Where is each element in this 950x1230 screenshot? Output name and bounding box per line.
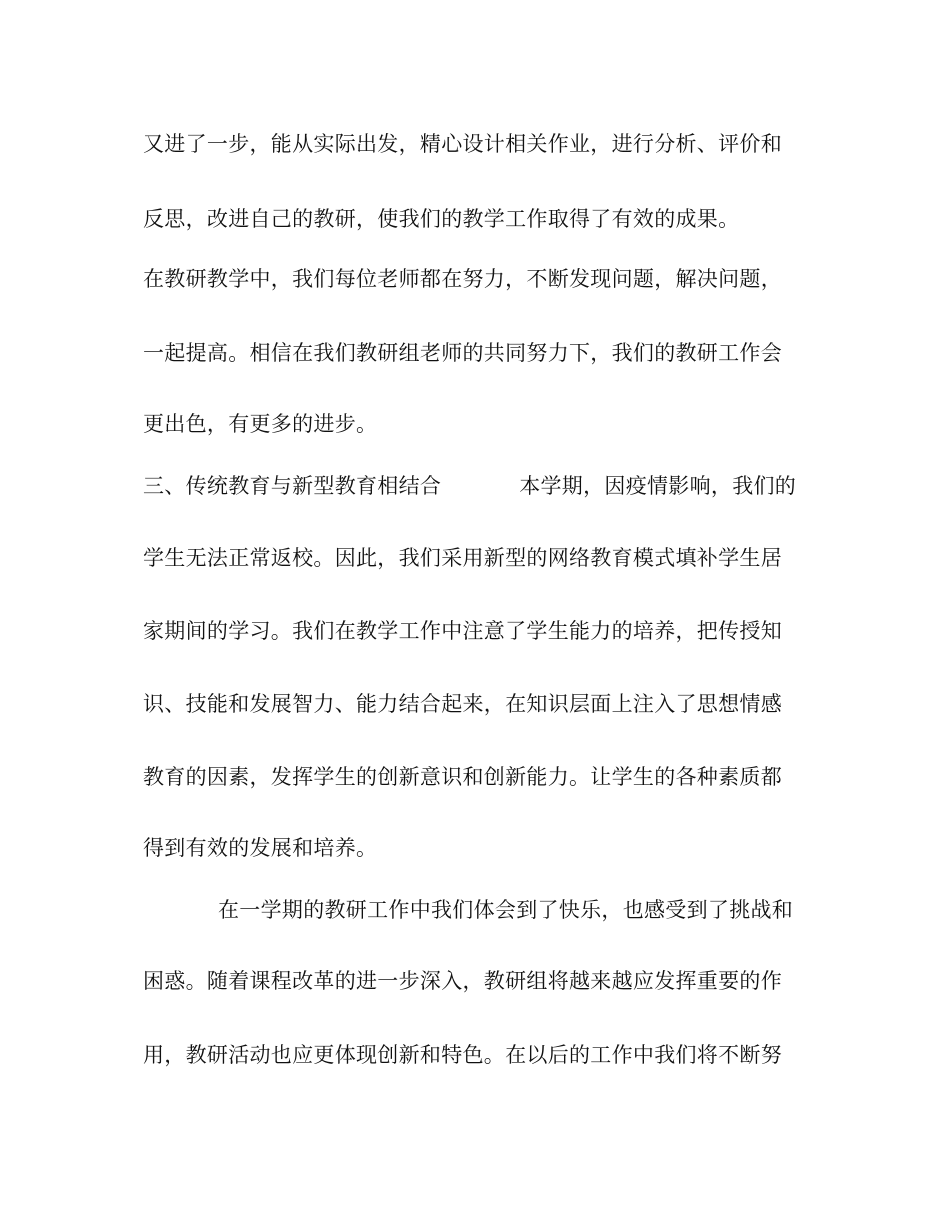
text-line: 用，教研活动也应更体现创新和特色。在以后的工作中我们将不断努 (143, 1043, 782, 1067)
text-line: 困惑。随着课程改革的进一步深入，教研组将越来越应发挥重要的作 (143, 969, 782, 993)
text-line: 学生无法正常返校。因此，我们采用新型的网络教育模式填补学生居 (143, 546, 782, 570)
text-line: 一起提高。相信在我们教研组老师的共同努力下，我们的教研工作会 (143, 341, 782, 365)
text-line: 教育的因素，发挥学生的创新意识和创新能力。让学生的各种素质都 (143, 765, 782, 789)
section-heading: 三、传统教育与新型教育相结合 (143, 474, 442, 498)
paragraph-first-line: 在一学期的教研工作中我们体会到了快乐，也感受到了挑战和 (218, 898, 794, 922)
section-body-start: 本学期，因疫情影响，我们的 (519, 474, 797, 498)
text-line: 又进了一步，能从实际出发，精心设计相关作业，进行分析、评价和 (143, 132, 782, 156)
section-heading-line (143, 472, 796, 500)
text-line: 反思，改进自己的教研，使我们的教学工作取得了有效的成果。 (143, 207, 740, 231)
text-line: 得到有效的发展和培养。 (143, 836, 378, 860)
text-line: 在教研教学中，我们每位老师都在努力，不断发现问题，解决问题， (143, 267, 782, 291)
text-line: 家期间的学习。我们在教学工作中注意了学生能力的培养，把传授知 (143, 619, 782, 643)
text-line: 更出色，有更多的进步。 (143, 412, 378, 436)
text-line: 识、技能和发展智力、能力结合起来，在知识层面上注入了思想情感 (143, 692, 782, 716)
